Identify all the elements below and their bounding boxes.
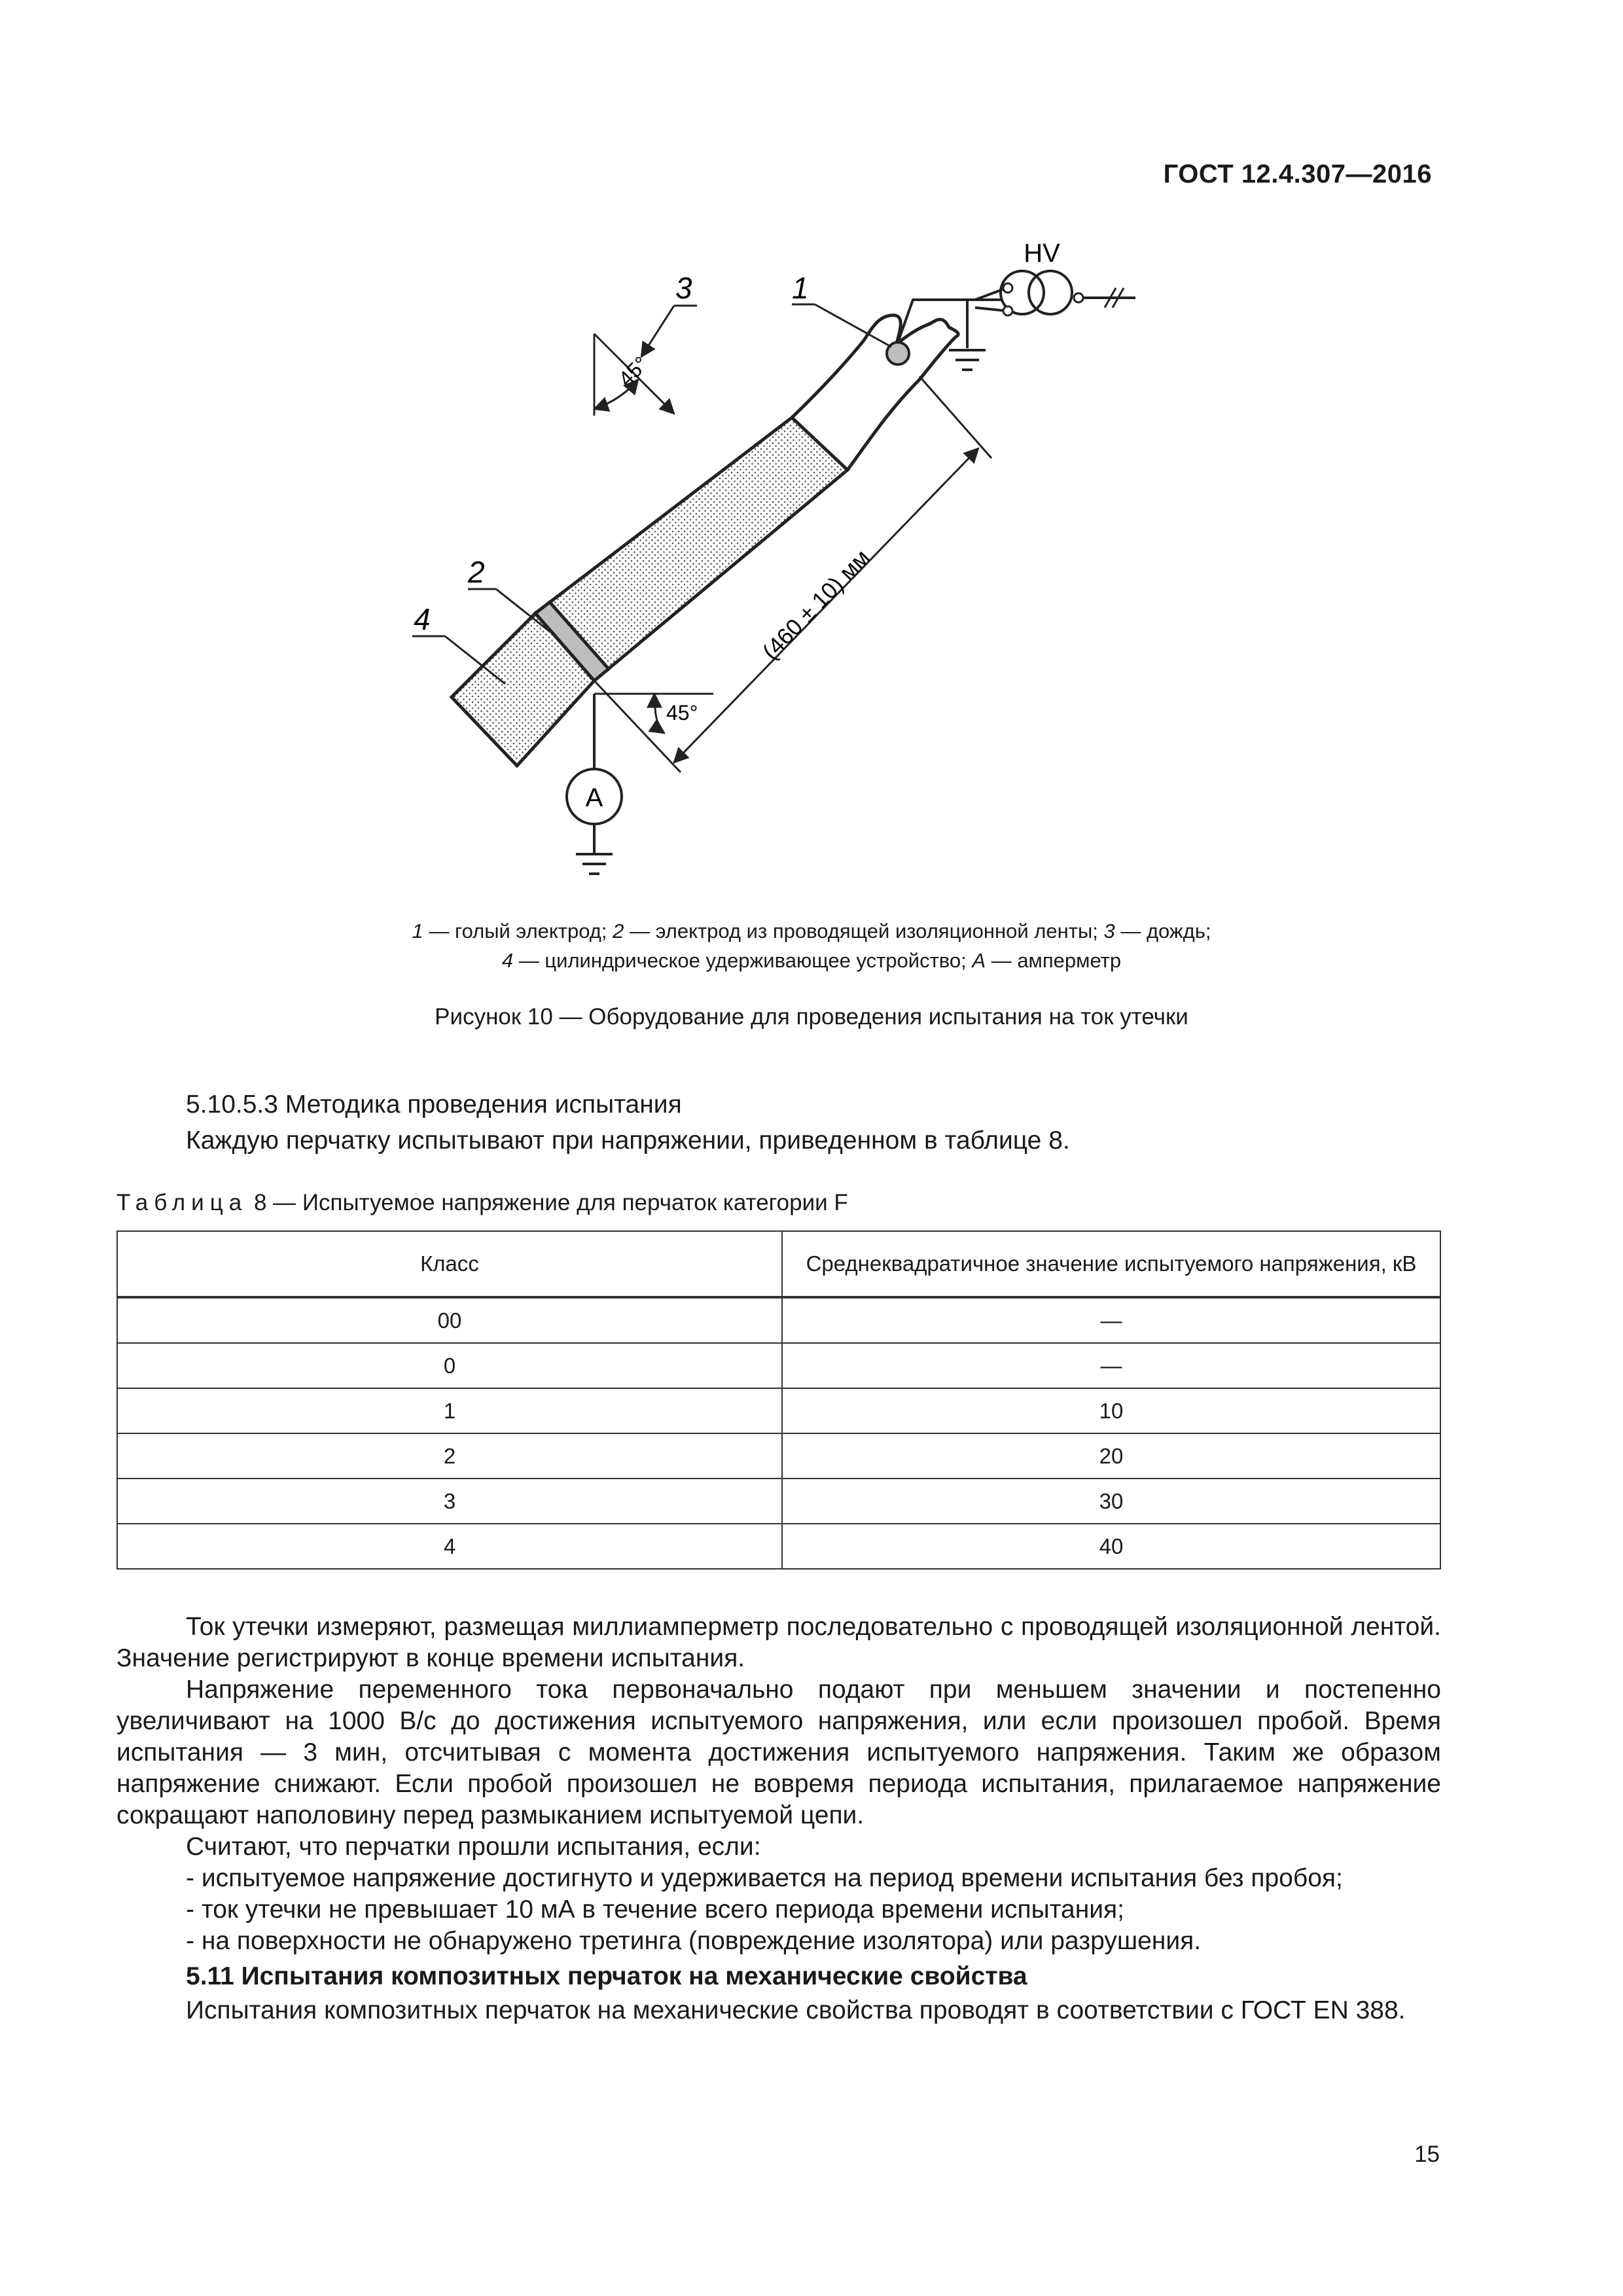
document-header: ГОСТ 12.4.307—2016 — [1163, 160, 1432, 188]
label-4: 4 — [414, 602, 431, 636]
cell-class: 4 — [117, 1524, 782, 1569]
page-number: 15 — [1414, 2142, 1440, 2167]
header-class: Класс — [117, 1231, 782, 1297]
legend-text-1: — голый электрод; — [423, 920, 613, 942]
cell-class: 0 — [117, 1343, 782, 1388]
legend-num-2: 2 — [613, 920, 624, 942]
paragraph-voltage-application: Напряжение переменного тока первоначально подают при меньшем значении и постепенно увеличивают на 1000 В/с до достижения испытуемого напряжения, или если произошел пробой. Время испытания — 3 мин, отсчитывая с момента достижения испытуемого напряжения. Таким же образом напряжение снижают. Если пробой произошел не вовремя периода испытания, прилагаемое напряжение сокращают наполовину перед размыканием испытуемой цепи. — [116, 1676, 1441, 1829]
cell-class: 1 — [117, 1388, 782, 1433]
legend-text-a: — амперметр — [986, 949, 1122, 972]
angle-top-label: 45° — [613, 351, 653, 391]
voltage-table — [116, 1230, 1441, 1570]
criteria-item-1: - испытуемое напряжение достигнуто и удерживается на период времени испытания без пробоя; — [186, 1864, 1343, 1892]
label-2: 2 — [468, 555, 485, 589]
table-row — [117, 1343, 1440, 1388]
legend-num-1: 1 — [412, 920, 423, 942]
criteria-item-2: - ток утечки не превышает 10 мА в течение всего периода времени испытания; — [186, 1895, 1124, 1924]
hv-wire — [898, 300, 1001, 342]
section-heading-5-11: 5.11 Испытания композитных перчаток на механические свойства — [186, 1962, 1027, 1990]
section-text-5-10-5-3: Каждую перчатку испытывают при напряжении, приведенном в таблице 8. — [186, 1126, 1070, 1155]
cell-voltage: 30 — [782, 1479, 1440, 1524]
cell-voltage: 40 — [782, 1524, 1440, 1569]
section-title-5-10-5-3: 5.10.5.3 Методика проведения испытания — [186, 1090, 682, 1119]
cell-voltage: 10 — [782, 1388, 1440, 1433]
legend-text-2: — электрод из проводящей изоляционной ленты; — [624, 920, 1104, 942]
paragraph-pass-criteria: Считают, что перчатки прошли испытания, если: — [186, 1833, 761, 1861]
legend-num-a: A — [972, 949, 986, 972]
table-title-text: 8 — Испытуемое напряжение для перчаток категории F — [247, 1190, 848, 1215]
transformer-coil-right — [1029, 271, 1072, 314]
dimension-label: (460 ± 10) мм — [757, 545, 875, 665]
label-3: 3 — [675, 271, 692, 305]
table-row — [117, 1388, 1440, 1433]
table-label: Таблица — [116, 1190, 248, 1215]
table-header-row — [117, 1231, 1440, 1297]
cell-class: 3 — [117, 1479, 782, 1524]
label-1: 1 — [792, 271, 809, 305]
body-text — [116, 1611, 1441, 2026]
hv-label: HV — [1024, 239, 1060, 268]
table-title — [116, 1190, 848, 1216]
legend-text-3: — дождь; — [1115, 920, 1211, 942]
figure-caption: Рисунок 10 — Оборудование для проведения испытания на ток утечки — [435, 1004, 1188, 1030]
legend-num-4: 4 — [501, 949, 514, 972]
cell-voltage: — — [782, 1343, 1440, 1388]
paragraph-mechanical-tests: Испытания композитных перчаток на механические свойства проводят в соответствии с ГОСТ EN 388. — [186, 1996, 1406, 2024]
paragraph-leakage-current: Ток утечки измеряют, размещая миллиамперметр последовательно с проводящей изоляционной лентой. Значение регистрируют в конце времени испытания. — [116, 1613, 1441, 1672]
angle-bottom-label: 45° — [666, 701, 698, 725]
table-row — [117, 1524, 1440, 1569]
cell-class: 00 — [117, 1297, 782, 1343]
cell-voltage: 20 — [782, 1433, 1440, 1479]
test-equipment-figure — [0, 0, 1623, 916]
figure-legend-line-2 — [0, 949, 1623, 973]
table-row — [117, 1433, 1440, 1479]
ammeter-label: A — [585, 783, 603, 812]
legend-num-3: 3 — [1103, 920, 1115, 942]
header-voltage: Среднеквадратичное значение испытуемого напряжения, кВ — [782, 1231, 1440, 1297]
cell-voltage: — — [782, 1297, 1440, 1343]
legend-text-4: — цилиндрическое удерживающее устройство; — [513, 949, 972, 972]
figure-legend-line-1 — [0, 920, 1623, 943]
criteria-item-3: - на поверхности не обнаружено третинга (повреждение изолятора) или разрушения. — [186, 1927, 1202, 1955]
table-row — [117, 1297, 1440, 1343]
cell-class: 2 — [117, 1433, 782, 1479]
table-row — [117, 1479, 1440, 1524]
